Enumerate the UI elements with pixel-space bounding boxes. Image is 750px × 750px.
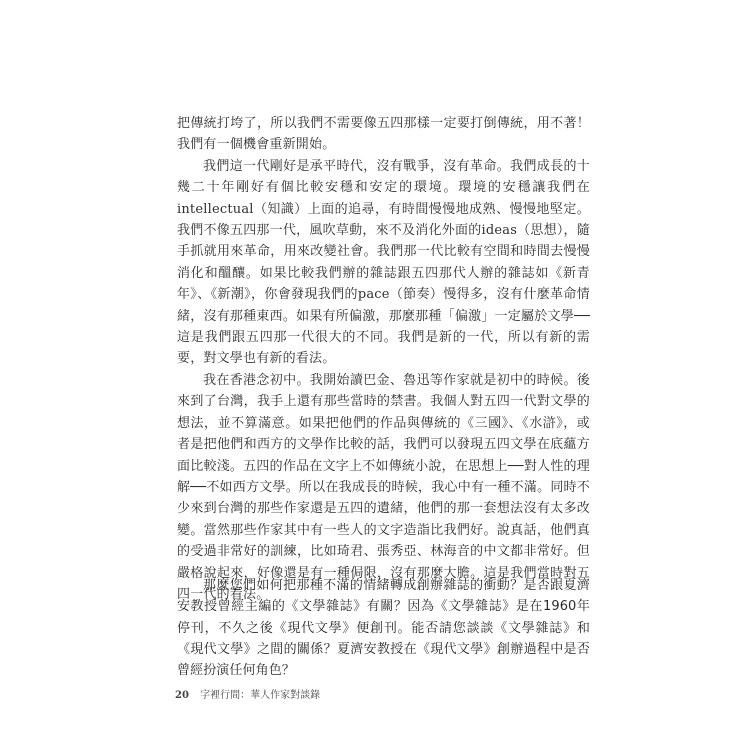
page-number: 20	[175, 690, 189, 701]
running-title: 字裡行間：華人作家對談錄	[200, 690, 321, 701]
page-footer	[175, 686, 320, 701]
body-text	[177, 113, 590, 605]
paragraph-generation: 我們這一代剛好是承平時代，沒有戰爭，沒有革命。我們成長的十幾二十年剛好有個比較安穩和安定的環境。環境的安穩讓我們在intellectual（知識）上面的追尋，有時間慢慢地成熟、慢慢地堅定。我們不像五四那一代，風吹草動，來不及消化外面的ideas（思想），隨手抓就用來革命，用來改變社會。我們那一代比較有空間和時間去慢慢消化和醞釀。如果比較我們辦的雜誌跟五四那代人辦的雜誌如《新青年》、《新潮》，你會發現我們的pace（節奏）慢得多，沒有什麼革命情緒，沒有那種東西。如果有所偏激，那麼那種「偏激」一定屬於文學──這是我們跟五四那一代很大的不同。我們是新的一代，所以有新的需要，對文學也有新的看法。	[177, 158, 590, 367]
paragraph-hong-kong: 我在香港念初中。我開始讀巴金、魯迅等作家就是初中的時候。後來到了台灣，我手上還有那些當時的禁書。我個人對五四一代對文學的想法，並不算滿意。如果把他們的作品與傳統的《三國》、《水滸》，或者是把他們和西方的文學作比較的話，我們可以發現五四文學在底蘊方面比較淺。五四的作品在文字上不如傳統小說，在思想上──對人性的理解──不如西方文學。所以在我成長的時候，我心中有一種不滿。同時不少來到台灣的那些作家還是五四的遺緒，他們的那一套想法沒有太多改變。當然那些作家其中有一些人的文字造詣比我們好。說真話，他們真的受過非常好的訓練，比如琦君、張秀亞、林海音的中文都非常好。但嚴格說起來，好像還是有一種侷限，沒有那麼大膽。這是我們當時對五四一代的看法。	[177, 372, 590, 602]
interview-question: 那麼您們如何把那種不滿的情緒轉成創辦雜誌的衝動？是否跟夏濟安教授曾經主編的《文學雜誌》有關？因為《文學雜誌》是在1960年停刊，不久之後《現代文學》便創刊。能否請您談談《文學雜誌》和《現代文學》之間的關係？夏濟安教授在《現代文學》創辦過程中是否曾經扮演任何角色？	[177, 578, 590, 679]
paragraph-continuation: 把傳統打垮了，所以我們不需要像五四那樣一定要打倒傳統，用不著！我們有一個機會重新開始。	[177, 116, 590, 153]
